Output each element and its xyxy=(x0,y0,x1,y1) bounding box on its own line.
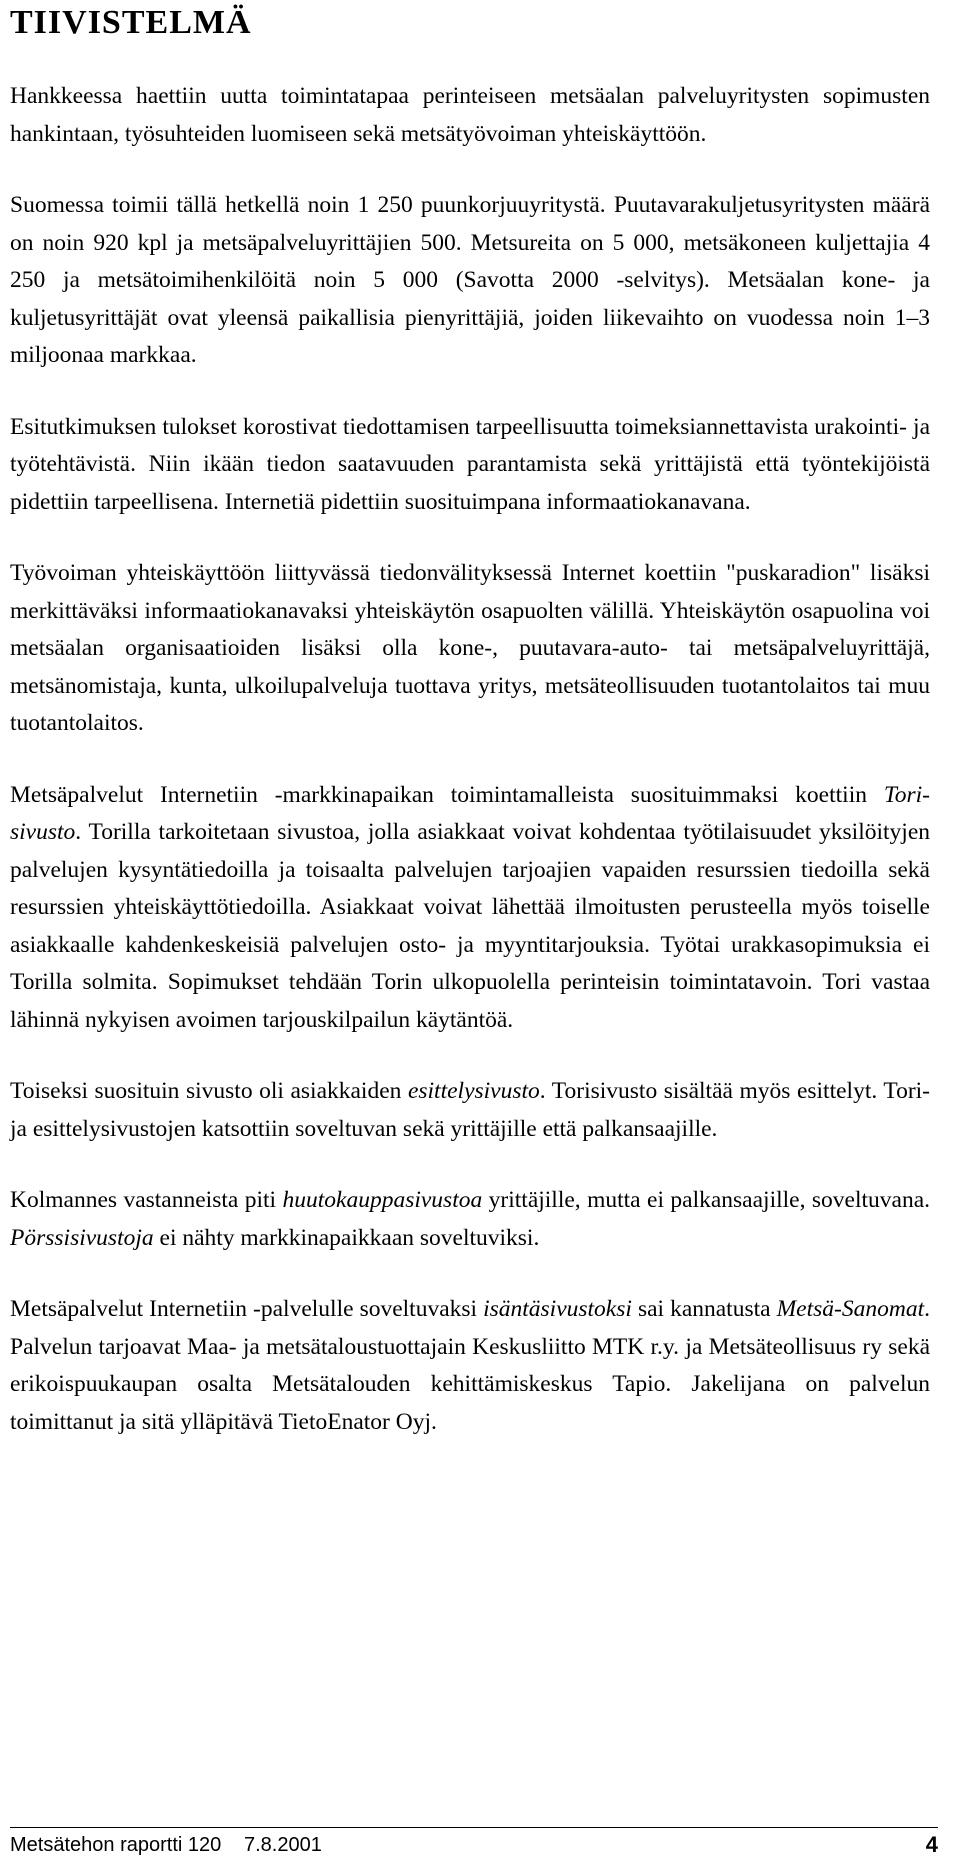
paragraph-2 xyxy=(10,187,930,375)
paragraph-text: . Palvelun tarjoavat Maa- ja metsätaloustuottajain Keskusliitto MTK r.y. ja Metsäteollisuus ry sekä erikoispuukaupan osalta Metsätalouden kehittämiskeskus Tapio. Jakelijana on palvelun toimittanut ja sitä ylläpitävä TietoEnator Oyj. xyxy=(10,1296,930,1435)
emphasized-text: esittelysivusto xyxy=(407,1078,540,1104)
paragraph-5 xyxy=(10,777,930,1040)
paragraph-text: Suomessa toimii tällä hetkellä noin 1 250 puunkorjuuyritystä. Puutavarakuljetusyritysten määrä on noin 920 kpl ja metsäpalveluyrittäjien 500. Metsureita on 5 000, metsäkoneen kuljettajia 4 250 ja metsätoimihenkilöitä noin 5 000 (Savotta 2000 -selvitys). Metsäalan kone- ja kuljetusyrittäjät ovat yleensä paikallisia pienyrittäjiä, joiden liikevaihto on vuodessa noin 1–3 miljoonaa markkaa. xyxy=(10,192,930,368)
paragraph-4 xyxy=(10,555,930,743)
paragraph-text: ei nähty markkinapaikkaan soveltuviksi. xyxy=(153,1224,540,1251)
paragraph-text: . Torisivusto sisältää myös esittelyt. Tori- ja esittelysivustojen katsottiin soveltuvan sekä yrittäjille että palkansaajille. xyxy=(10,1078,930,1142)
paragraph-text: Metsäpalvelut Internetiin -markkinapaikan toimintamalleista suosituimmaksi koettiin xyxy=(10,781,884,808)
paragraph-text: yrittäjille, mutta ei palkansaajille, soveltuvana. xyxy=(482,1187,930,1213)
paragraph-8 xyxy=(10,1291,930,1441)
footer-divider xyxy=(10,1827,938,1828)
paragraph-7 xyxy=(10,1182,930,1257)
page-number: 4 xyxy=(925,1832,938,1857)
emphasized-text: isäntäsivustoksi xyxy=(483,1296,632,1322)
document-body xyxy=(10,78,930,1475)
emphasized-text: Tori-sivusto xyxy=(10,781,930,845)
paragraph-text: sai kannatusta xyxy=(631,1296,777,1322)
page-title: TIIVISTELMÄ xyxy=(10,4,252,41)
emphasized-text: Metsä-Sanomat xyxy=(776,1296,925,1322)
paragraph-6 xyxy=(10,1073,930,1148)
paragraph-text: Työvoiman yhteiskäyttöön liittyvässä tiedonvälityksessä Internet koettiin "puskaradion" lisäksi merkittäväksi informaatiokanavaksi yhteiskäytön osapuolten välillä. Yhteiskäytön osapuolina voi metsäalan organisaatioiden lisäksi olla kone-, puutavara-auto- tai metsäpalveluyrittäjä, metsänomistaja, kunta, ulkoilupalveluja tuottava yritys, metsäteollisuuden tuotantolaitos tai muu tuotantolaitos. xyxy=(10,560,930,736)
paragraph-text: Toiseksi suosituin sivusto oli asiakkaiden xyxy=(10,1078,408,1104)
emphasized-text: huutokauppasivustoa xyxy=(282,1187,483,1213)
paragraph-text: Kolmannes vastanneista piti xyxy=(10,1187,283,1213)
paragraph-text: Esitutkimuksen tulokset korostivat tiedottamisen tarpeellisuutta toimeksiannettavista urakointi- ja työtehtävistä. Niin ikään tiedon saatavuuden parantamista sekä yrittäjistä että työntekijöistä pidettiin tarpeellisena. Internetiä pidettiin suosituimpana informaatiokanavana. xyxy=(10,413,930,515)
footer-date: 7.8.2001 xyxy=(244,1834,322,1856)
footer-publication: Metsätehon raportti 120 xyxy=(10,1834,222,1856)
paragraph-text: Metsäpalvelut Internetiin -palvelulle soveltuvaksi xyxy=(10,1296,484,1322)
emphasized-text: Pörssisivustoja xyxy=(10,1224,154,1251)
paragraph-1 xyxy=(10,78,930,153)
paragraph-3 xyxy=(10,409,930,522)
paragraph-text: . Torilla tarkoitetaan sivustoa, jolla asiakkaat voivat kohdentaa työtilaisuudet yksilöityjen palvelujen kysyntätiedoilla ja toisaalta palvelujen tarjoajien vapaiden resurssien tiedoilla sekä resurssien yhteiskäyttötiedoilla. Asiakkaat voivat lähettää ilmoitusten perusteella myös toiselle asiakkaalle kahdenkeskeisiä palvelujen osto- ja myyntitarjouksia. Työtai urakkasopimuksia ei Torilla solmita. Sopimukset tehdään Torin ulkopuolella perinteisin toimintatavoin. Tori vastaa lähinnä nykyisen avoimen tarjouskilpailun käytäntöä. xyxy=(10,819,930,1033)
paragraph-text: Hankkeessa haettiin uutta toimintatapaa perinteiseen metsäalan palveluyritysten sopimusten hankintaan, työsuhteiden luomiseen sekä metsätyövoiman yhteiskäyttöön. xyxy=(10,83,930,147)
